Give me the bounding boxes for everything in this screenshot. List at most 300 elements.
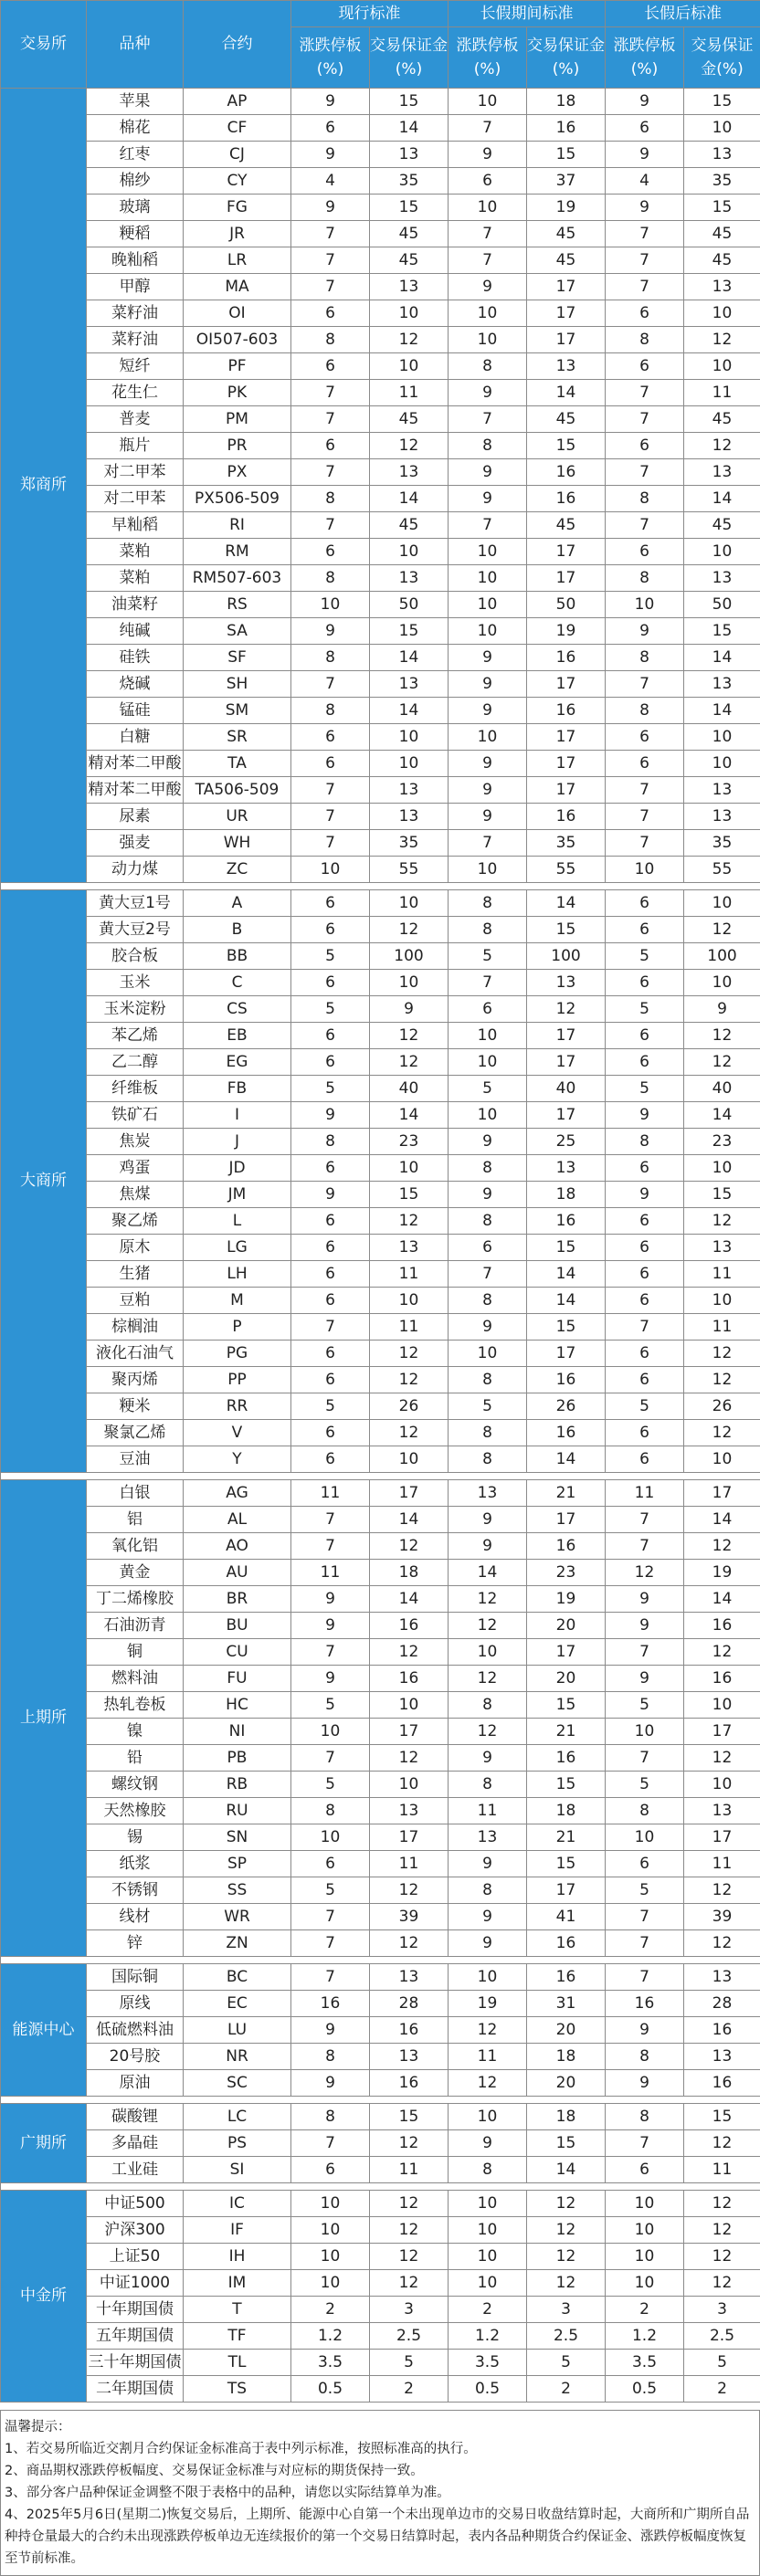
cur-margin-cell: 9 [370,996,449,1023]
hol-limit-cell: 12 [449,1613,527,1639]
table-row [1,1235,760,1261]
hol-limit-cell: 9 [449,380,527,406]
hol-limit-cell: 12 [449,1719,527,1745]
aft-margin-cell: 15 [684,2104,760,2130]
variety-cell: 油菜籽 [87,592,184,618]
aft-limit-cell: 9 [606,89,684,115]
cur-limit-cell: 6 [291,1851,370,1877]
contract-cell: AG [184,1480,291,1507]
contract-cell: SF [184,645,291,671]
variety-cell: 黄金 [87,1560,184,1586]
aft-margin-cell: 3 [684,2297,760,2323]
table-row [1,777,760,804]
table-row [1,1076,760,1102]
cur-limit-cell: 5 [291,1692,370,1719]
cur-limit-cell: 10 [291,857,370,883]
cur-margin-cell: 12 [370,1745,449,1772]
header-limit: 涨跌停板(%) [291,27,370,89]
hol-limit-cell: 9 [449,1129,527,1155]
hol-margin-cell: 17 [527,327,606,353]
cur-limit-cell: 6 [291,1420,370,1446]
hol-limit-cell: 10 [449,1023,527,1049]
table-row [1,1288,760,1314]
hol-margin-cell: 17 [527,724,606,751]
cur-limit-cell: 6 [291,1446,370,1473]
variety-cell: 菜籽油 [87,327,184,353]
cur-margin-cell: 35 [370,168,449,195]
variety-cell: 精对苯二甲酸 [87,751,184,777]
separator-cell [1,883,760,890]
table-row [1,1393,760,1420]
cur-limit-cell: 11 [291,1560,370,1586]
aft-limit-cell: 6 [606,1851,684,1877]
cur-limit-cell: 7 [291,512,370,539]
table-row [1,1666,760,1692]
aft-margin-cell: 14 [684,1102,760,1129]
cur-limit-cell: 6 [291,433,370,459]
hol-limit-cell: 8 [449,1288,527,1314]
contract-cell: SI [184,2157,291,2183]
hol-limit-cell: 12 [449,2017,527,2044]
aft-margin-cell: 12 [684,1023,760,1049]
hol-limit-cell: 9 [449,142,527,168]
hol-margin-cell: 21 [527,1480,606,1507]
cur-margin-cell: 13 [370,777,449,804]
hol-limit-cell: 10 [449,1049,527,1076]
cur-margin-cell: 12 [370,2244,449,2270]
aft-limit-cell: 2 [606,2297,684,2323]
hol-limit-cell: 9 [449,1904,527,1930]
hol-margin-cell: 17 [527,274,606,300]
contract-cell: IC [184,2191,291,2217]
table-row [1,1261,760,1288]
hol-margin-cell: 25 [527,1129,606,1155]
cur-margin-cell: 12 [370,2217,449,2244]
table-row [1,380,760,406]
hol-limit-cell: 8 [449,890,527,917]
aft-limit-cell: 10 [606,2270,684,2297]
aft-limit-cell: 6 [606,1367,684,1393]
contract-cell: FG [184,195,291,221]
table-row [1,433,760,459]
table-row [1,1745,760,1772]
hol-limit-cell: 19 [449,1991,527,2017]
table-row [1,1904,760,1930]
contract-cell: IH [184,2244,291,2270]
hol-limit-cell: 10 [449,565,527,592]
header-variety: 品种 [87,1,184,89]
aft-margin-cell: 12 [684,1049,760,1076]
contract-cell: RU [184,1798,291,1824]
variety-cell: 五年期国债 [87,2323,184,2350]
cur-limit-cell: 9 [291,618,370,645]
contract-cell: CU [184,1639,291,1666]
hol-margin-cell: 18 [527,2104,606,2130]
cur-limit-cell: 6 [291,970,370,996]
aft-margin-cell: 10 [684,970,760,996]
table-row [1,996,760,1023]
cur-limit-cell: 10 [291,1719,370,1745]
cur-limit-cell: 7 [291,1745,370,1772]
hol-margin-cell: 12 [527,2270,606,2297]
variety-cell: 20号胶 [87,2044,184,2070]
hol-limit-cell: 9 [449,1314,527,1341]
contract-cell: WH [184,830,291,857]
hol-limit-cell: 9 [449,671,527,698]
variety-cell: 早籼稻 [87,512,184,539]
hol-margin-cell: 2.5 [527,2323,606,2350]
aft-margin-cell: 50 [684,592,760,618]
aft-margin-cell: 12 [684,1420,760,1446]
aft-margin-cell: 12 [684,1745,760,1772]
aft-margin-cell: 5 [684,2350,760,2376]
contract-cell: B [184,917,291,943]
table-row [1,539,760,565]
table-row [1,1341,760,1367]
cur-margin-cell: 14 [370,698,449,724]
hol-margin-cell: 16 [527,459,606,486]
cur-limit-cell: 9 [291,1613,370,1639]
aft-limit-cell: 6 [606,890,684,917]
cur-limit-cell: 7 [291,804,370,830]
note-line: 1、若交易所临近交割月合约保证金标准高于表中列示标准，按照标准高的执行。 [5,2438,755,2460]
cur-margin-cell: 55 [370,857,449,883]
cur-margin-cell: 16 [370,2017,449,2044]
contract-cell: PF [184,353,291,380]
table-row [1,327,760,353]
variety-cell: 液化石油气 [87,1341,184,1367]
cur-limit-cell: 7 [291,1507,370,1533]
table-row [1,89,760,115]
aft-margin-cell: 15 [684,89,760,115]
aft-margin-cell: 10 [684,1288,760,1314]
variety-cell: 棉纱 [87,168,184,195]
aft-margin-cell: 11 [684,1261,760,1288]
variety-cell: 玉米淀粉 [87,996,184,1023]
cur-margin-cell: 14 [370,1102,449,1129]
aft-margin-cell: 12 [684,1533,760,1560]
contract-cell: SS [184,1877,291,1904]
variety-cell: 尿素 [87,804,184,830]
variety-cell: 玻璃 [87,195,184,221]
hol-limit-cell: 5 [449,1076,527,1102]
variety-cell: 甲醇 [87,274,184,300]
aft-margin-cell: 10 [684,751,760,777]
table-row [1,1586,760,1613]
hol-margin-cell: 12 [527,2244,606,2270]
table-row [1,1446,760,1473]
contract-cell: PM [184,406,291,433]
hol-limit-cell: 10 [449,857,527,883]
hol-margin-cell: 13 [527,1155,606,1182]
table-row [1,2376,760,2403]
contract-cell: AL [184,1507,291,1533]
aft-margin-cell: 14 [684,486,760,512]
exchange-cell: 大商所 [1,890,87,1473]
cur-margin-cell: 39 [370,1904,449,1930]
cur-limit-cell: 7 [291,2130,370,2157]
cur-margin-cell: 10 [370,1155,449,1182]
variety-cell: 菜籽油 [87,300,184,327]
table-row [1,486,760,512]
variety-cell: 铝 [87,1507,184,1533]
aft-margin-cell: 100 [684,943,760,970]
cur-limit-cell: 10 [291,2244,370,2270]
table-row [1,274,760,300]
aft-margin-cell: 19 [684,1560,760,1586]
cur-margin-cell: 10 [370,1288,449,1314]
exchange-cell: 中金所 [1,2191,87,2403]
hol-limit-cell: 9 [449,1745,527,1772]
contract-cell: HC [184,1692,291,1719]
hol-margin-cell: 17 [527,671,606,698]
aft-limit-cell: 10 [606,2217,684,2244]
cur-limit-cell: 7 [291,274,370,300]
table-row [1,2244,760,2270]
variety-cell: 国际铜 [87,1964,184,1991]
hol-limit-cell: 9 [449,486,527,512]
aft-margin-cell: 14 [684,1586,760,1613]
variety-cell: 线材 [87,1904,184,1930]
cur-limit-cell: 9 [291,1182,370,1208]
variety-cell: 强麦 [87,830,184,857]
aft-limit-cell: 8 [606,565,684,592]
table-row [1,1824,760,1851]
note-line: 3、部分客户品种保证金调整不限于表格中的品种，请您以实际结算单为准。 [5,2482,755,2504]
cur-margin-cell: 45 [370,247,449,274]
hol-margin-cell: 15 [527,433,606,459]
table-row [1,2191,760,2217]
contract-cell: LR [184,247,291,274]
cur-margin-cell: 12 [370,1049,449,1076]
hol-limit-cell: 8 [449,353,527,380]
cur-margin-cell: 10 [370,1446,449,1473]
cur-limit-cell: 8 [291,2104,370,2130]
hol-margin-cell: 17 [527,300,606,327]
aft-margin-cell: 10 [684,890,760,917]
hol-limit-cell: 10 [449,724,527,751]
contract-cell: EC [184,1991,291,2017]
variety-cell: 丁二烯橡胶 [87,1586,184,1613]
table-row [1,2270,760,2297]
hol-margin-cell: 13 [527,353,606,380]
variety-cell: 螺纹钢 [87,1772,184,1798]
contract-cell: TL [184,2350,291,2376]
aft-margin-cell: 12 [684,327,760,353]
cur-margin-cell: 13 [370,274,449,300]
cur-margin-cell: 12 [370,1023,449,1049]
hol-margin-cell: 13 [527,970,606,996]
contract-cell: FU [184,1666,291,1692]
hol-margin-cell: 12 [527,2191,606,2217]
variety-cell: 生猪 [87,1261,184,1288]
aft-margin-cell: 10 [684,115,760,142]
hol-margin-cell: 18 [527,1798,606,1824]
aft-limit-cell: 6 [606,1420,684,1446]
hol-limit-cell: 10 [449,1964,527,1991]
cur-limit-cell: 7 [291,247,370,274]
contract-cell: CF [184,115,291,142]
table-row [1,115,760,142]
exchange-cell: 郑商所 [1,89,87,883]
aft-limit-cell: 6 [606,2157,684,2183]
hol-limit-cell: 9 [449,1930,527,1957]
cur-margin-cell: 10 [370,353,449,380]
hol-limit-cell: 6 [449,1235,527,1261]
hol-margin-cell: 21 [527,1719,606,1745]
hol-limit-cell: 7 [449,1261,527,1288]
hol-limit-cell: 8 [449,1772,527,1798]
cur-margin-cell: 13 [370,459,449,486]
hol-margin-cell: 55 [527,857,606,883]
hol-limit-cell: 8 [449,1367,527,1393]
cur-margin-cell: 10 [370,724,449,751]
cur-limit-cell: 6 [291,917,370,943]
cur-limit-cell: 9 [291,2017,370,2044]
table-row [1,247,760,274]
contract-cell: EB [184,1023,291,1049]
hol-margin-cell: 14 [527,1446,606,1473]
table-row [1,1507,760,1533]
table-row [1,1367,760,1393]
hol-limit-cell: 10 [449,1102,527,1129]
hol-limit-cell: 9 [449,777,527,804]
contract-cell: WR [184,1904,291,1930]
hol-limit-cell: 9 [449,1533,527,1560]
cur-limit-cell: 9 [291,142,370,168]
contract-cell: UR [184,804,291,830]
cur-margin-cell: 12 [370,2130,449,2157]
hol-margin-cell: 3 [527,2297,606,2323]
cur-margin-cell: 17 [370,1480,449,1507]
aft-limit-cell: 7 [606,247,684,274]
table-row [1,1639,760,1666]
aft-margin-cell: 45 [684,221,760,247]
variety-cell: 热轧卷板 [87,1692,184,1719]
variety-cell: 天然橡胶 [87,1798,184,1824]
variety-cell: 纯碱 [87,618,184,645]
cur-margin-cell: 14 [370,115,449,142]
aft-margin-cell: 13 [684,804,760,830]
cur-margin-cell: 45 [370,406,449,433]
aft-margin-cell: 10 [684,1446,760,1473]
hol-limit-cell: 9 [449,459,527,486]
hol-limit-cell: 10 [449,2270,527,2297]
cur-limit-cell: 7 [291,830,370,857]
aft-limit-cell: 7 [606,830,684,857]
contract-cell: NR [184,2044,291,2070]
contract-cell: JM [184,1182,291,1208]
cur-limit-cell: 2 [291,2297,370,2323]
hol-margin-cell: 31 [527,1991,606,2017]
cur-margin-cell: 13 [370,1798,449,1824]
cur-limit-cell: 6 [291,1208,370,1235]
hol-limit-cell: 10 [449,2104,527,2130]
cur-limit-cell: 8 [291,2044,370,2070]
contract-cell: BR [184,1586,291,1613]
hol-margin-cell: 16 [527,698,606,724]
aft-margin-cell: 12 [684,433,760,459]
hol-margin-cell: 15 [527,2130,606,2157]
variety-cell: 棕榈油 [87,1314,184,1341]
cur-limit-cell: 6 [291,115,370,142]
aft-limit-cell: 6 [606,1446,684,1473]
cur-margin-cell: 16 [370,1613,449,1639]
variety-cell: 上证50 [87,2244,184,2270]
hol-margin-cell: 17 [527,539,606,565]
table-row [1,830,760,857]
hol-limit-cell: 6 [449,996,527,1023]
aft-limit-cell: 9 [606,1102,684,1129]
aft-limit-cell: 6 [606,724,684,751]
hol-limit-cell: 3.5 [449,2350,527,2376]
contract-cell: RS [184,592,291,618]
cur-limit-cell: 5 [291,943,370,970]
aft-margin-cell: 12 [684,2270,760,2297]
hol-limit-cell: 10 [449,2217,527,2244]
table-row [1,857,760,883]
table-row [1,1772,760,1798]
hol-limit-cell: 9 [449,1182,527,1208]
table-row [1,2157,760,2183]
contract-cell: NI [184,1719,291,1745]
cur-limit-cell: 6 [291,1288,370,1314]
cur-limit-cell: 5 [291,1877,370,1904]
cur-margin-cell: 5 [370,2350,449,2376]
hol-limit-cell: 7 [449,830,527,857]
variety-cell: 豆粕 [87,1288,184,1314]
hol-margin-cell: 17 [527,565,606,592]
cur-limit-cell: 6 [291,539,370,565]
hol-margin-cell: 23 [527,1560,606,1586]
aft-limit-cell: 6 [606,539,684,565]
variety-cell: 普麦 [87,406,184,433]
aft-margin-cell: 45 [684,247,760,274]
contract-cell: AO [184,1533,291,1560]
hol-limit-cell: 8 [449,1155,527,1182]
aft-margin-cell: 13 [684,2044,760,2070]
cur-margin-cell: 2 [370,2376,449,2403]
table-row [1,353,760,380]
contract-cell: L [184,1208,291,1235]
contract-cell: C [184,970,291,996]
variety-cell: 铁矿石 [87,1102,184,1129]
cur-margin-cell: 2.5 [370,2323,449,2350]
contract-cell: PG [184,1341,291,1367]
notes-title: 温馨提示： [5,2416,755,2438]
variety-cell: 氧化铝 [87,1533,184,1560]
hol-limit-cell: 6 [449,168,527,195]
hol-margin-cell: 17 [527,1023,606,1049]
table-row [1,2104,760,2130]
hol-margin-cell: 20 [527,1613,606,1639]
aft-margin-cell: 35 [684,830,760,857]
variety-cell: 碳酸锂 [87,2104,184,2130]
cur-margin-cell: 10 [370,751,449,777]
cur-margin-cell: 12 [370,1930,449,1957]
hol-margin-cell: 15 [527,1772,606,1798]
contract-cell: P [184,1314,291,1341]
hol-limit-cell: 10 [449,1341,527,1367]
aft-limit-cell: 6 [606,1341,684,1367]
cur-margin-cell: 12 [370,433,449,459]
aft-margin-cell: 12 [684,1341,760,1367]
cur-limit-cell: 5 [291,1393,370,1420]
hol-margin-cell: 45 [527,512,606,539]
hol-limit-cell: 9 [449,274,527,300]
contract-cell: SH [184,671,291,698]
contract-cell: RI [184,512,291,539]
